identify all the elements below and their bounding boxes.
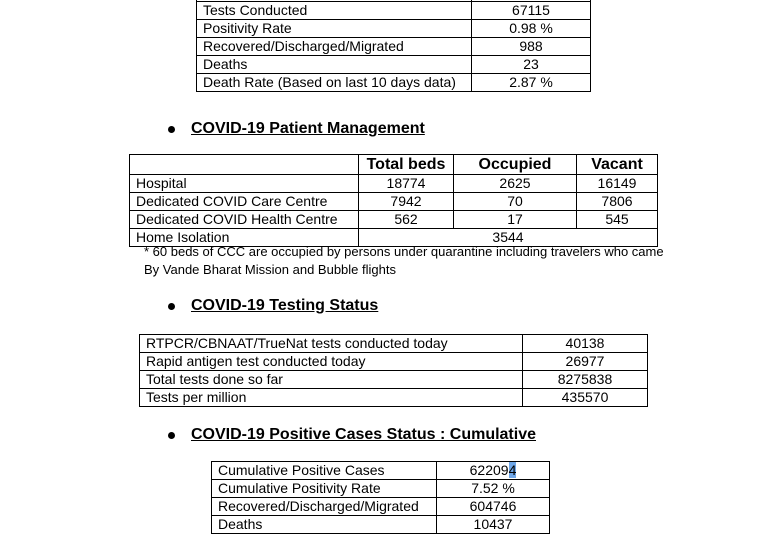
total-beds-cell: 7942 <box>359 193 454 211</box>
table-row <box>130 175 658 193</box>
row-value <box>437 462 550 480</box>
row-label: Deaths <box>212 516 437 534</box>
occupied-cell: 2625 <box>454 175 577 193</box>
row-label: Tests per million <box>140 389 523 407</box>
row-value: 26977 <box>523 353 648 371</box>
row-label: Cumulative Positivity Rate <box>212 480 437 498</box>
section-heading-testing-status <box>168 297 378 315</box>
table-row <box>140 335 648 353</box>
table-row <box>140 353 648 371</box>
row-label: Home Isolation <box>130 229 359 247</box>
table-row <box>130 193 658 211</box>
table-row <box>212 480 550 498</box>
row-value: 23 <box>472 56 591 74</box>
table-row <box>130 211 658 229</box>
row-value: 8275838 <box>523 371 648 389</box>
column-header: Vacant <box>577 155 658 175</box>
column-header: Occupied <box>454 155 577 175</box>
vacant-cell: 545 <box>577 211 658 229</box>
total-beds-cell: 562 <box>359 211 454 229</box>
row-label: Death Rate (Based on last 10 days data) <box>197 74 472 92</box>
row-value: 0.98 % <box>472 20 591 38</box>
row-label: Positivity Rate <box>197 20 472 38</box>
row-label: Cumulative Positive Cases <box>212 462 437 480</box>
row-label: Deaths <box>197 56 472 74</box>
table-row <box>140 371 648 389</box>
row-label: Dedicated COVID Health Centre <box>130 211 359 229</box>
section-heading-cumulative <box>168 426 536 444</box>
vacant-cell: 7806 <box>577 193 658 211</box>
cumulative-table <box>211 461 550 534</box>
section-title: COVID-19 Testing Status <box>191 297 379 314</box>
row-value <box>437 480 550 498</box>
row-value: 988 <box>472 38 591 56</box>
vacant-cell: 16149 <box>577 175 658 193</box>
row-value: 435570 <box>523 389 648 407</box>
total-beds-cell: 18774 <box>359 175 454 193</box>
row-label: Dedicated COVID Care Centre <box>130 193 359 211</box>
section-title: COVID-19 Positive Cases Status : Cumulative <box>191 426 536 443</box>
row-label: Rapid antigen test conducted today <box>140 353 523 371</box>
row-label: RTPCR/CBNAAT/TrueNat tests conducted today <box>140 335 523 353</box>
table-row <box>197 74 591 92</box>
empty-header-cell <box>130 155 359 175</box>
row-value <box>437 516 550 534</box>
footnote-line-1: * 60 beds of CCC are occupied by persons under quarantine including travelers who came <box>144 244 664 259</box>
value-text: 10437 <box>473 516 513 532</box>
section-heading-patient-management <box>168 120 425 138</box>
row-value <box>437 498 550 516</box>
row-label: Recovered/Discharged/Migrated <box>212 498 437 516</box>
table-row <box>212 516 550 534</box>
row-value: 40138 <box>523 335 648 353</box>
summary-table <box>196 0 591 92</box>
table-row <box>212 498 550 516</box>
row-value: 67115 <box>472 2 591 20</box>
bullet-icon <box>168 303 175 310</box>
selected-text-highlight[interactable]: 4 <box>508 462 517 478</box>
row-label: Recovered/Discharged/Migrated <box>197 38 472 56</box>
table-row <box>212 462 550 480</box>
testing-status-table <box>139 334 648 407</box>
value-text: 604746 <box>469 498 517 514</box>
patient-management-table <box>129 154 658 247</box>
footnote-line-2: By Vande Bharat Mission and Bubble flights <box>144 262 396 277</box>
table-header-row <box>130 155 658 175</box>
table-row <box>197 38 591 56</box>
occupied-cell: 17 <box>454 211 577 229</box>
section-title: COVID-19 Patient Management <box>191 120 425 137</box>
row-label: Hospital <box>130 175 359 193</box>
home-isolation-value: 3544 <box>359 229 658 247</box>
value-text: 7.52 % <box>471 480 515 496</box>
table-row <box>140 389 648 407</box>
table-row <box>197 56 591 74</box>
table-row <box>197 2 591 20</box>
row-label: Tests Conducted <box>197 2 472 20</box>
bullet-icon <box>168 126 175 133</box>
bullet-icon <box>168 432 175 439</box>
row-label: Total tests done so far <box>140 371 523 389</box>
value-text: 62209 <box>469 462 509 478</box>
occupied-cell: 70 <box>454 193 577 211</box>
table-row <box>197 20 591 38</box>
column-header: Total beds <box>359 155 454 175</box>
row-value: 2.87 % <box>472 74 591 92</box>
